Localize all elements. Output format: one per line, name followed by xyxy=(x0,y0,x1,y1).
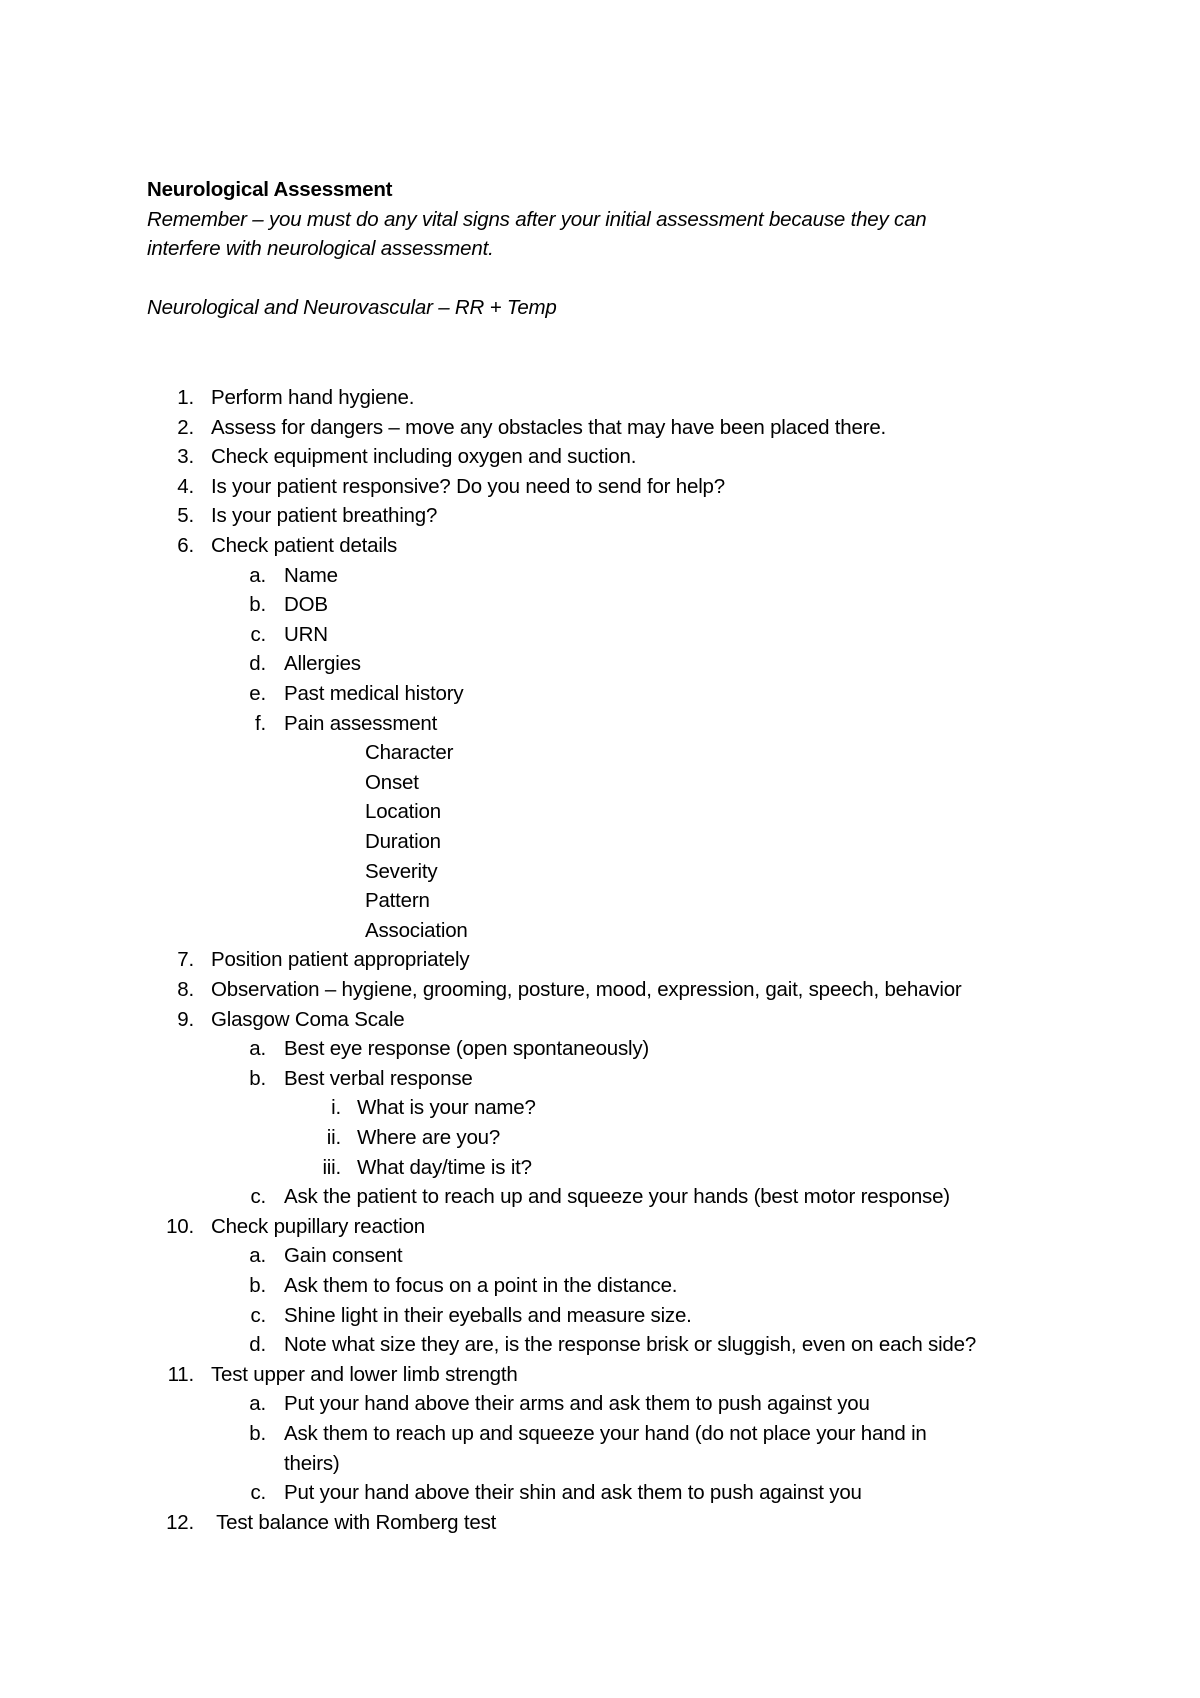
list-marker: 11. xyxy=(167,1362,194,1386)
list-text: Best verbal response xyxy=(284,1066,473,1090)
list-marker: a. xyxy=(249,1392,266,1416)
list-marker: 3. xyxy=(177,445,194,469)
list-marker: b. xyxy=(249,593,266,617)
list-marker: a. xyxy=(249,1037,266,1061)
list-text: Note what size they are, is the response brisk or sluggish, even on each side? xyxy=(284,1333,977,1357)
note-line-2: interfere with neurological assessment. xyxy=(147,237,494,260)
list-marker: i. xyxy=(331,1096,341,1120)
list-text: Gain consent xyxy=(284,1244,403,1268)
list-marker: 8. xyxy=(177,978,194,1001)
list-text: Shine light in their eyeballs and measure size. xyxy=(284,1303,692,1327)
list-text: Position patient appropriately xyxy=(211,948,470,972)
list-text: Location xyxy=(365,800,441,824)
list-text: Put your hand above their shin and ask them to push against you xyxy=(284,1481,862,1505)
list-text: Perform hand hygiene. xyxy=(211,386,415,409)
list-text: Pain assessment xyxy=(284,711,438,735)
list-text: Severity xyxy=(365,859,438,883)
list-marker: iii. xyxy=(322,1155,341,1179)
list-text: Past medical history xyxy=(284,682,464,705)
list-text: Name xyxy=(284,563,338,587)
list-marker: f. xyxy=(255,711,266,735)
list-text: theirs) xyxy=(284,1451,340,1475)
list-marker: c. xyxy=(250,1185,266,1209)
list-marker: b. xyxy=(249,1422,266,1445)
list-text: Duration xyxy=(365,830,441,853)
list-text: Pattern xyxy=(365,889,430,913)
list-marker: c. xyxy=(250,622,266,646)
list-marker: c. xyxy=(250,1481,266,1505)
list-text: Best eye response (open spontaneously) xyxy=(284,1037,650,1061)
list-marker: 1. xyxy=(177,386,194,409)
list-text: Check pupillary reaction xyxy=(211,1214,425,1238)
list-marker: e. xyxy=(249,682,266,705)
document-title: Neurological Assessment xyxy=(147,178,393,201)
list-text: Association xyxy=(365,918,468,942)
list-text: Where are you? xyxy=(357,1126,501,1149)
list-marker: 9. xyxy=(177,1007,194,1031)
list-marker: d. xyxy=(249,652,266,676)
list-marker: 10. xyxy=(166,1214,194,1238)
list-text: Assess for dangers – move any obstacles that may have been placed there. xyxy=(211,415,887,439)
list-marker: ii. xyxy=(326,1126,341,1149)
list-text: What is your name? xyxy=(357,1096,536,1120)
list-text: Test upper and lower limb strength xyxy=(211,1362,518,1386)
list-marker: 12. xyxy=(166,1510,194,1534)
list-marker: 2. xyxy=(177,415,194,439)
list-marker: 7. xyxy=(177,948,194,972)
list-text: Observation – hygiene, grooming, posture, mood, expression, gait, speech, behavior xyxy=(211,978,962,1001)
list-text: DOB xyxy=(284,593,328,617)
list-text: Test balance with Romberg test xyxy=(211,1510,497,1534)
list-text: Is your patient responsive? Do you need to send for help? xyxy=(211,474,725,498)
list-text: Check equipment including oxygen and suction. xyxy=(211,445,637,469)
list-text: Allergies xyxy=(284,652,361,676)
subtitle: Neurological and Neurovascular – RR + Temp xyxy=(147,296,557,319)
list-text: Onset xyxy=(365,770,419,794)
list-marker: 5. xyxy=(177,504,194,528)
list-text: URN xyxy=(284,622,328,646)
list-text: What day/time is it? xyxy=(357,1155,532,1179)
list-text: Is your patient breathing? xyxy=(211,504,438,528)
list-text: Check patient details xyxy=(211,534,398,557)
list-marker: b. xyxy=(249,1066,266,1090)
list-marker: c. xyxy=(250,1303,266,1327)
list-marker: d. xyxy=(249,1333,266,1357)
list-text: Ask them to reach up and squeeze your hand (do not place your hand in xyxy=(284,1422,927,1445)
list-marker: b. xyxy=(249,1274,266,1297)
list-text: Character xyxy=(365,741,454,765)
list-marker: a. xyxy=(249,1244,266,1268)
list-text: Put your hand above their arms and ask them to push against you xyxy=(284,1392,870,1416)
list-marker: 4. xyxy=(177,474,194,498)
list-marker: a. xyxy=(249,563,266,587)
list-text: Glasgow Coma Scale xyxy=(211,1007,405,1031)
note-line-1: Remember – you must do any vital signs after your initial assessment because they can xyxy=(147,208,927,231)
list-text: Ask the patient to reach up and squeeze your hands (best motor response) xyxy=(284,1185,950,1209)
list-marker: 6. xyxy=(177,534,194,557)
list-text: Ask them to focus on a point in the distance. xyxy=(284,1274,678,1297)
